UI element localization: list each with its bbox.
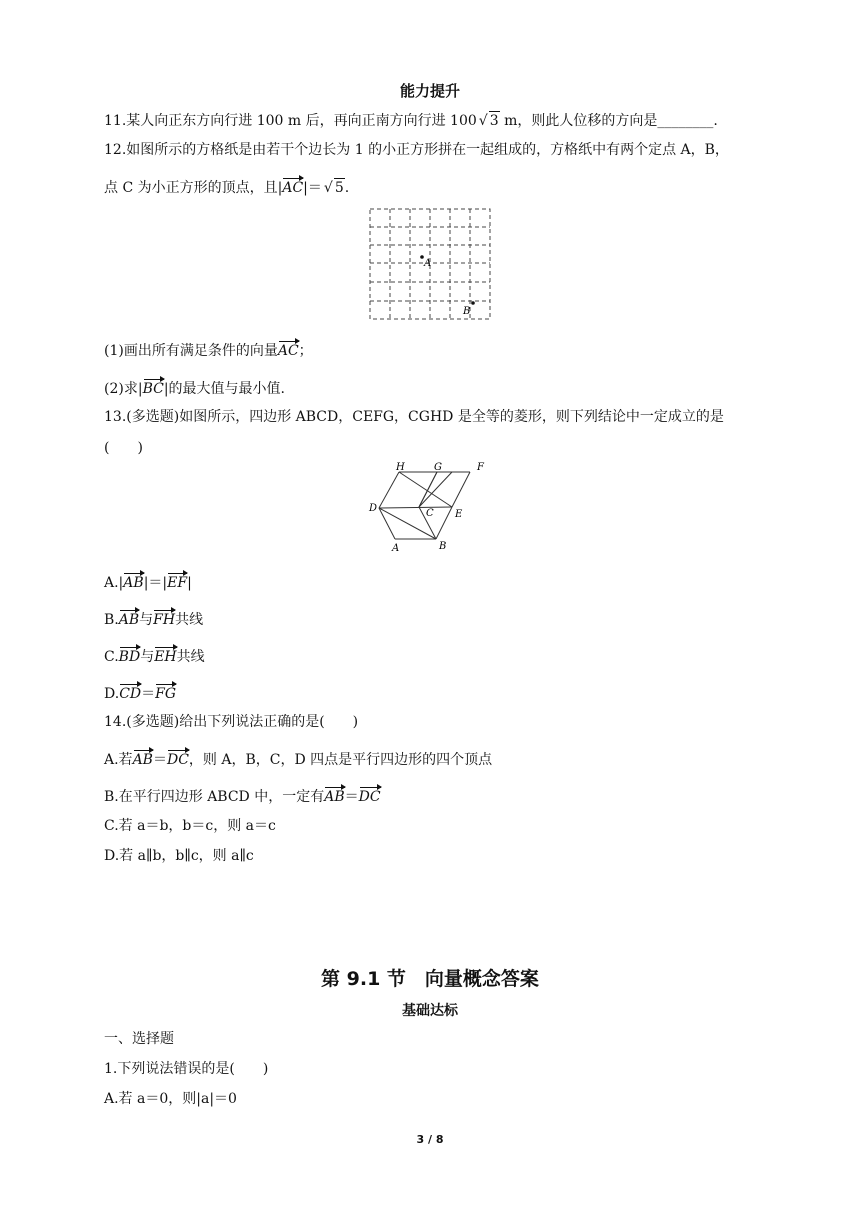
label-e: E [455,509,463,520]
question-13-line2: ( ) [104,440,143,456]
label-a: A [424,258,432,269]
label-b: B [463,306,471,317]
question-12-line2: 点 C 为小正方形的顶点，且|AC|＝ √ 5. [104,177,349,197]
question-14-option-b: B.在平行四边形 ABCD 中，一定有AB＝DC [104,786,381,806]
answer-title: 第 9.1 节 向量概念答案 [321,968,539,990]
rhombus-figure [366,460,496,554]
label-h: H [396,462,405,473]
question-12-line1: 12.如图所示的方格纸是由若干个边长为 1 的小正方形拼在一起组成的，方格纸中有两个定点 A，B， [104,142,729,158]
label-a-fig: A [392,543,400,554]
label-d: D [369,503,378,514]
question-13-option-b: B.AB与FH共线 [104,609,203,629]
question-13-line1: 13.(多选题)如图所示，四边形 ABCD，CEFG，CGHD 是全等的菱形，则下列结论中一定成立的是 [104,409,724,425]
section-title: 能力提升 [399,82,460,100]
point-b [471,301,475,305]
question-14-option-a: A.若AB＝DC，则 A，B，C，D 四点是平行四边形的四个顶点 [104,749,492,769]
question-12-part2: (2)求|BC|的最大值与最小值. [104,378,285,398]
question-12-part1: (1)画出所有满足条件的向量AC； [104,340,313,360]
grid-figure [368,206,494,322]
question-13-option-a: A.|AB|＝|EF| [104,572,192,592]
answer-subtitle: 基础达标 [402,1003,458,1019]
answer-question-1-option-a: A.若 a＝0，则|a|＝0 [104,1091,237,1107]
question-13-option-c: C.BD与EH共线 [104,646,205,666]
answer-question-1: 1.下列说法错误的是( ) [104,1061,269,1077]
page-number: 3 / 8 [416,1133,444,1146]
question-13-option-d: D.CD＝FG [104,683,176,703]
label-c: C [426,508,434,519]
label-b-fig: B [439,541,447,552]
label-g: G [434,462,442,473]
question-14-option-c: C.若 a＝b，b＝c，则 a＝c [104,818,276,834]
part-heading: 一、选择题 [104,1031,174,1047]
question-14-stem: 14.(多选题)给出下列说法正确的是( ) [104,714,359,730]
question-14-option-d: D.若 a∥b，b∥c，则 a∥c [104,848,254,864]
label-f: F [477,462,484,473]
question-11: 11.某人向正东方向行进 100 m 后，再向正南方向行进 100 √ 3 m，则此人位移的方向是________. [104,113,718,129]
